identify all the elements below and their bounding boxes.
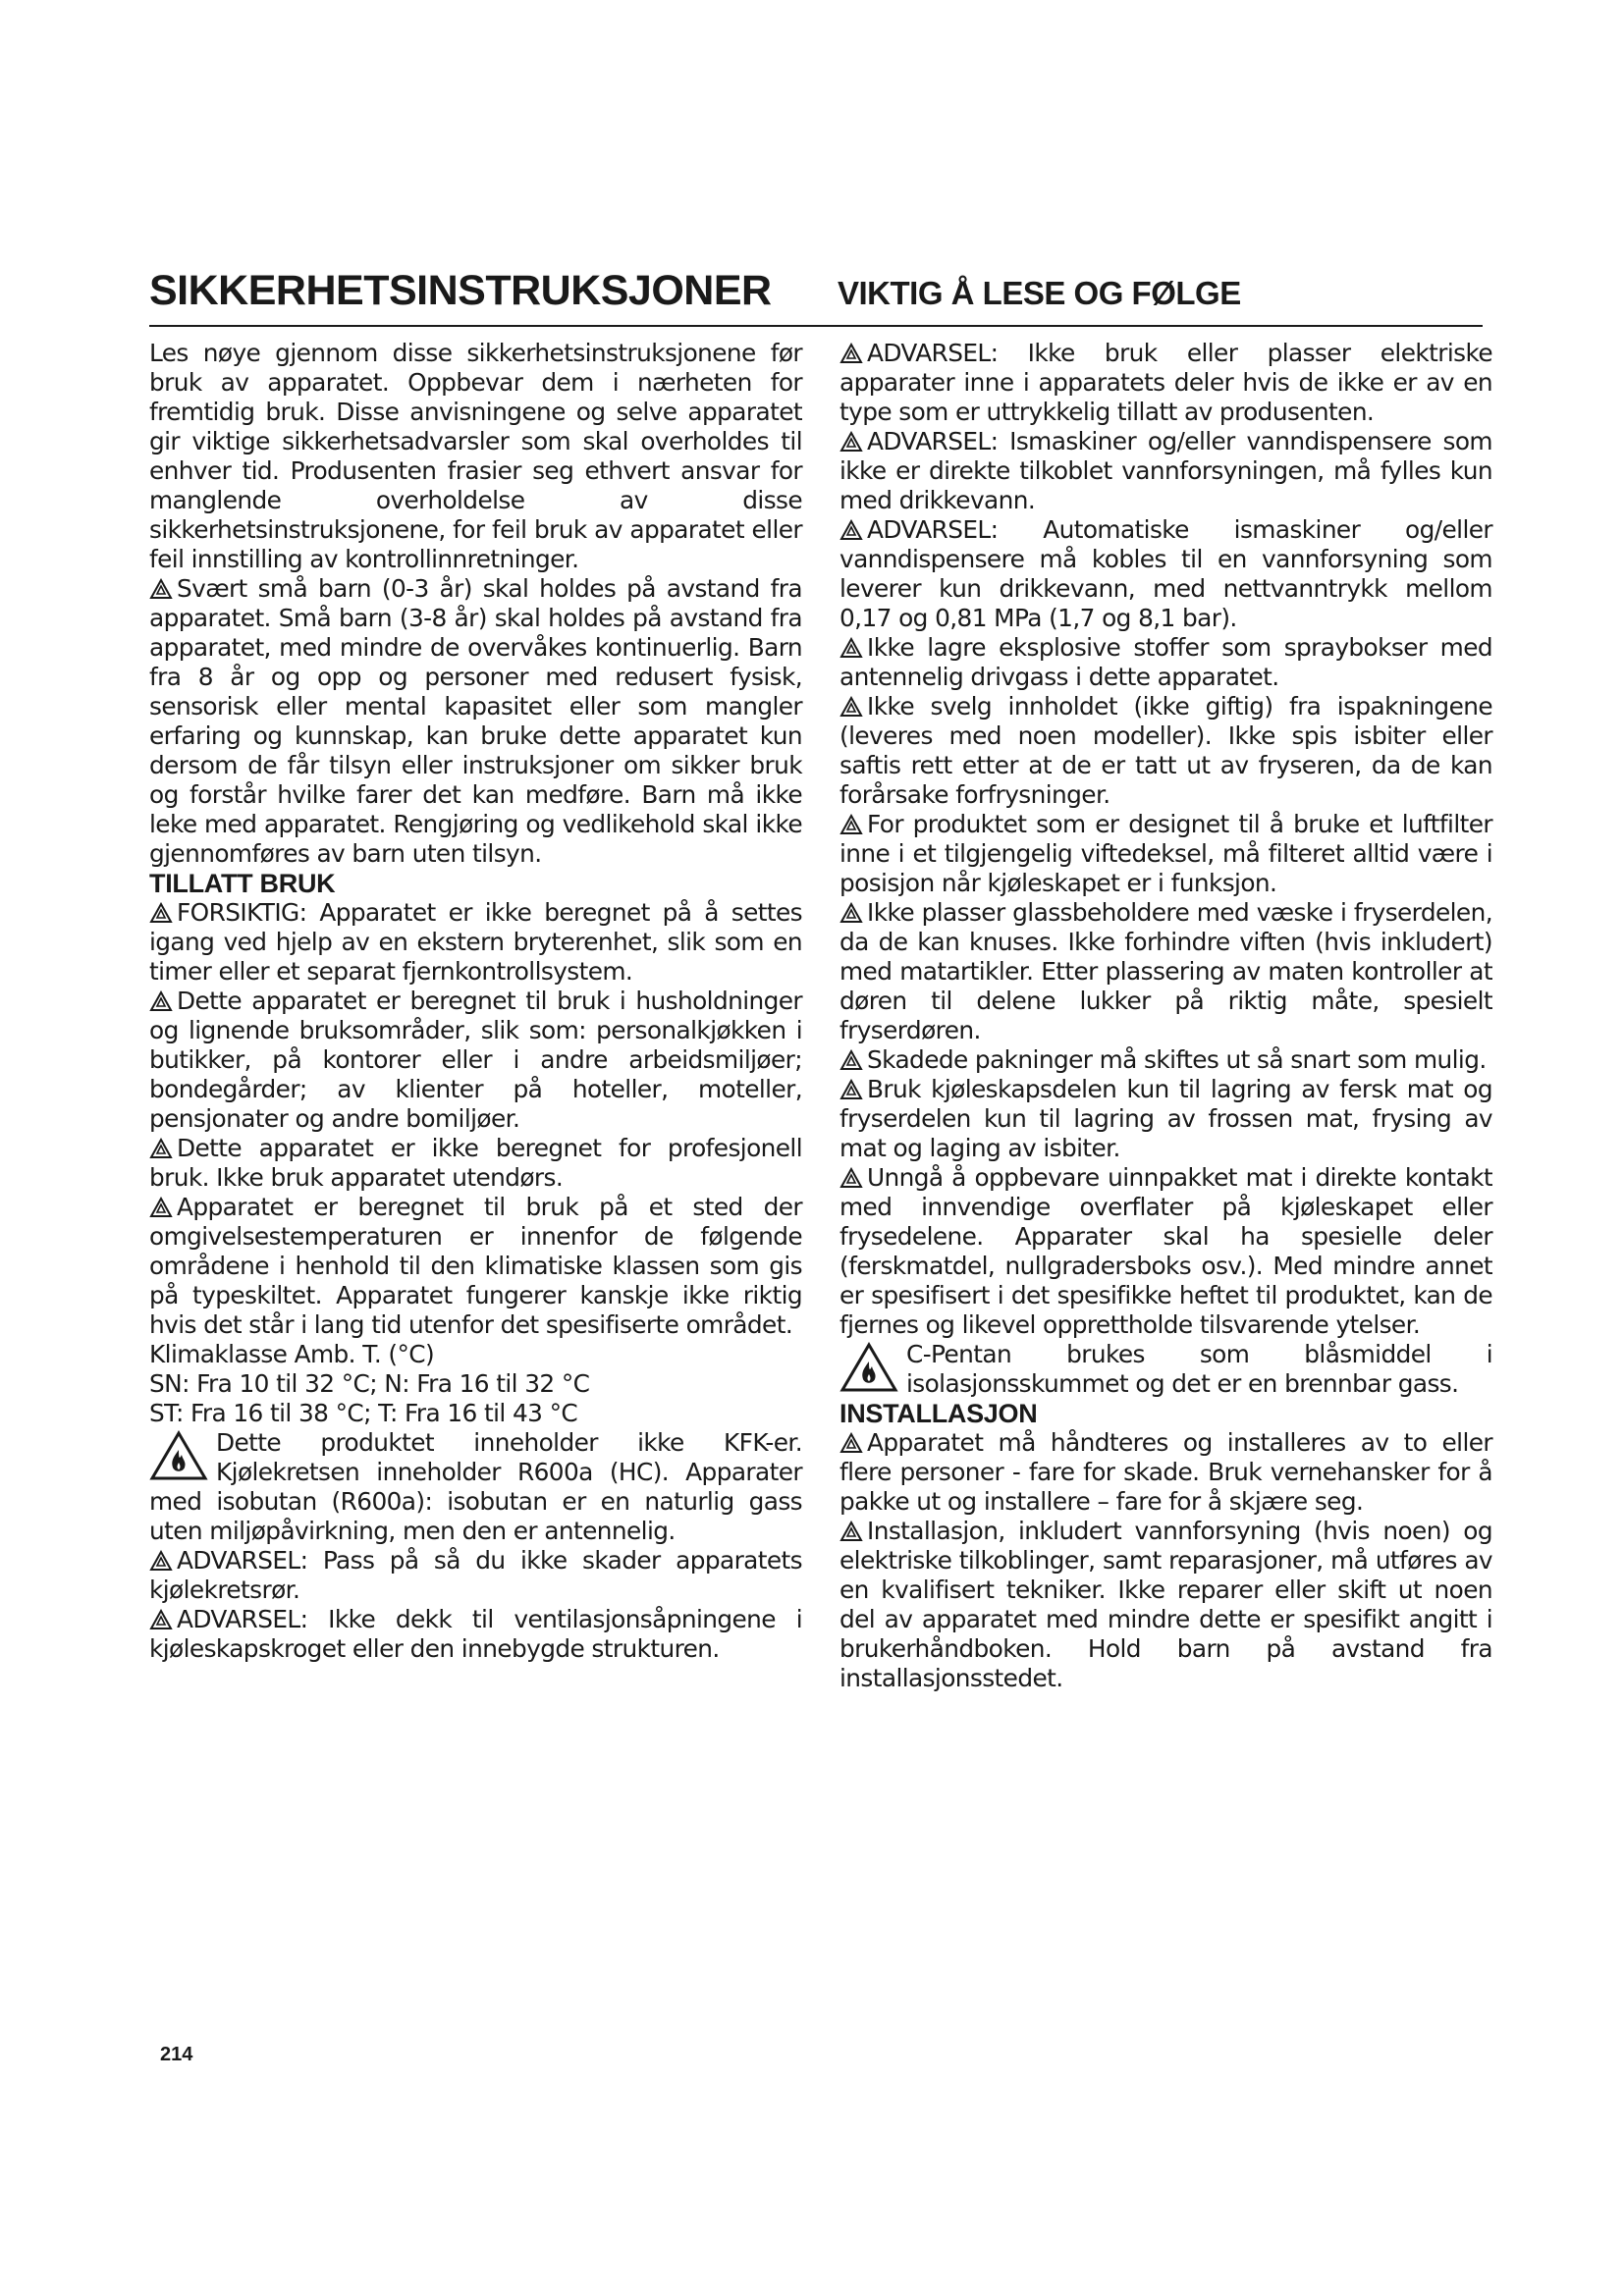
- climate-range-line: SN: Fra 10 til 32 °C; N: Fra 16 til 32 °C: [149, 1369, 590, 1398]
- install-handling: [839, 1428, 1492, 1517]
- warning-icon: [839, 814, 863, 835]
- climate-note: [149, 1193, 802, 1340]
- flammable-warning-icon: [149, 1430, 208, 1481]
- refrigerant-note: [149, 1428, 802, 1546]
- warning-vents: [149, 1605, 802, 1664]
- children-warning-text: Svært små barn (0-3 år) skal holdes på avstand fra apparatet. Små barn (3-8 år) skal holdes på avstand fra apparatet, med mindre de overvåkes kontinuerlig. Barn fra 8 år og opp og personer med redusert fysisk, sensorisk eller mental kapasitet eller som mangler erfaring og kunnskap, kan bruke dette apparatet kun dersom de får tilsyn eller instruksjoner om sikker bruk og forstår hvilke farer det kan medføre. Barn må ikke leke med apparatet. Rengjøring og vedlikehold skal ikke gjennomføres av barn uten tilsyn.: [149, 574, 802, 868]
- warning-vents-text: ADVARSEL: Ikke dekk til ventilasjonsåpningene i kjøleskapskroget eller den innebygde strukturen.: [149, 1605, 802, 1663]
- warning-auto-icemaker-text: ADVARSEL: Automatiske ismaskiner og/eller vanndispensere må kobles til en vannforsyning som leverer kun drikkevann, med nettvanntrykk mellom 0,17 og 0,81 MPa (1,7 og 8,1 bar).: [839, 515, 1492, 632]
- warning-icon: [149, 1197, 173, 1218]
- warning-icon: [149, 990, 173, 1012]
- warning-electric-text: ADVARSEL: Ikke bruk eller plasser elektriske apparater inne i apparatets deler hvis de ikke er av en type som er uttrykkelig tillatt av produsenten.: [839, 339, 1492, 426]
- explosives-warning: [839, 633, 1492, 692]
- warning-icon: [839, 1079, 863, 1100]
- warning-pipes: [149, 1546, 802, 1605]
- warning-icon: [149, 1138, 173, 1159]
- glass-containers-warning: [839, 898, 1492, 1045]
- unpacked-food-note: [839, 1163, 1492, 1340]
- intro-paragraph: Les nøye gjennom disse sikkerhetsinstruksjonene før bruk av apparatet. Oppbevar dem i nærheten for fremtidig bruk. Disse anvisningene og selve apparatet gir viktige sikkerhetsadvarsler som skal overholdes til enhver tid. Produsenten frasier seg ethvert ansvar for manglende overholdelse av disse sikkerhetsinstruksjonene, for feil bruk av apparatet eller feil innstilling av kontrollinnretninger.: [149, 339, 802, 573]
- warning-icon: [839, 343, 863, 364]
- cpentane-note-text: C-Pentan brukes som blåsmiddel i isolasjonsskummet og det er en brennbar gass.: [906, 1340, 1492, 1398]
- caution-timer-text: FORSIKTIG: Apparatet er ikke beregnet på å settes igang ved hjelp av en ekstern bryterenhet, slik som en timer eller et separat fjernkontrollsystem.: [149, 898, 802, 986]
- install-handling-text: Apparatet må håndteres og installeres av to eller flere personer - fare for skade. Bruk vernehansker for å pakke ut og installere – fare for å skjære seg.: [839, 1428, 1492, 1516]
- air-filter-note: [839, 810, 1492, 898]
- gaskets-warning: [839, 1045, 1492, 1075]
- warning-icon: [149, 1609, 173, 1630]
- warning-icon: [149, 578, 173, 600]
- refrigerant-note-text: Dette produktet inneholder ikke KFK-er. Kjølekretsen inneholder R600a (HC). Apparater med isobutan (R600a): isobutan er en naturlig gass uten miljøpåvirkning, men den er antennelig.: [149, 1428, 802, 1545]
- flammable-warning-icon: [839, 1342, 898, 1393]
- warning-icon: [839, 519, 863, 541]
- ice-packs-warning: [839, 692, 1492, 810]
- fridge-usage-note: [839, 1075, 1492, 1163]
- right-column: [839, 339, 1492, 1693]
- warning-icon: [839, 1049, 863, 1071]
- warning-icon: [839, 696, 863, 718]
- warning-auto-icemaker: [839, 515, 1492, 633]
- header-divider: [149, 325, 1483, 327]
- warning-icon: [149, 1550, 173, 1572]
- climate-range-line: ST: Fra 16 til 38 °C; T: Fra 16 til 43 °C: [149, 1399, 578, 1427]
- caution-timer: [149, 898, 802, 987]
- warning-icon: [839, 431, 863, 453]
- household-use: [149, 987, 802, 1134]
- allowed-use-heading: TILLATT BRUK: [149, 869, 336, 898]
- warning-icon: [149, 902, 173, 924]
- not-professional-text: Dette apparatet er ikke beregnet for profesjonell bruk. Ikke bruk apparatet utendørs.: [149, 1134, 802, 1192]
- warning-icon: [839, 1432, 863, 1454]
- install-qualified: [839, 1517, 1492, 1693]
- air-filter-note-text: For produktet som er designet til å bruke et luftfilter inne i et tilgjengelig viftedeksel, må filteret alltid være i posisjon når kjøleskapet er i funksjon.: [839, 810, 1492, 897]
- fridge-usage-note-text: Bruk kjøleskapsdelen kun til lagring av fersk mat og fryserdelen kun til lagring av frossen mat, frysing av mat og laging av isbiter.: [839, 1075, 1492, 1162]
- warning-electric: [839, 339, 1492, 427]
- ice-packs-warning-text: Ikke svelg innholdet (ikke giftig) fra ispakningene (leveres med noen modeller). Ikke spis isbiter eller saftis rett etter at de er tatt ut av fryseren, da de kan forårsake forfrysninger.: [839, 692, 1492, 809]
- explosives-warning-text: Ikke lagre eksplosive stoffer som spraybokser med antennelig drivgass i dette apparatet.: [839, 633, 1492, 691]
- warning-icon: [839, 1521, 863, 1542]
- installation-heading: INSTALLASJON: [839, 1399, 1038, 1428]
- climate-note-text: Apparatet er beregnet til bruk på et sted der omgivelsestemperaturen er innenfor de følgende områdene i henhold til den klimatiske klassen som gis på typeskiltet. Apparatet fungerer kanskje ikke riktig hvis det står i lang tid utenfor det spesifiserte området.: [149, 1193, 802, 1339]
- household-use-text: Dette apparatet er beregnet til bruk i husholdninger og lignende bruksområder, slik som: personalkjøkken i butikker, på kontorer eller i andre arbeidsmiljøer; bondegårder; av klienter på hoteller, moteller, pensjonater og andre bomiljøer.: [149, 987, 802, 1133]
- warning-icon: [839, 1167, 863, 1189]
- warning-icon: [839, 902, 863, 924]
- warning-icon: [839, 637, 863, 659]
- warning-pipes-text: ADVARSEL: Pass på så du ikke skader apparatets kjølekretsrør.: [149, 1546, 802, 1604]
- install-qualified-text: Installasjon, inkludert vannforsyning (hvis noen) og elektriske tilkoblinger, samt reparasjoner, må utføres av en kvalifisert tekniker. Ikke reparer eller skift ut noen del av apparatet med mindre dette er spesifikt angitt i brukerhåndboken. Hold barn på avstand fra installasjonsstedet.: [839, 1517, 1492, 1692]
- page-number: 214: [160, 2044, 193, 2065]
- glass-containers-warning-text: Ikke plasser glassbeholdere med væske i fryserdelen, da de kan knuses. Ikke forhindre viften (hvis inkludert) med matartikler. Etter plassering av maten kontroller at døren til delene lukker på riktig måte, spesielt fryserdøren.: [839, 898, 1492, 1044]
- climate-class-label: Klimaklasse Amb. T. (°C): [149, 1340, 435, 1368]
- unpacked-food-note-text: Unngå å oppbevare uinnpakket mat i direkte kontakt med innvendige overflater på kjøleskapet eller frysedelene. Apparater skal ha spesielle deler (ferskmatdel, nullgradersboks osv.). Med mindre annet er spesifisert i det spesifikke heftet til produktet, kan de fjernes og likevel opprettholde tilsvarende ytelser.: [839, 1163, 1492, 1339]
- gaskets-warning-text: Skadede pakninger må skiftes ut så snart som mulig.: [867, 1045, 1487, 1074]
- page-title: SIKKERHETSINSTRUKSJONER: [149, 267, 772, 314]
- warning-icemaker-water-text: ADVARSEL: Ismaskiner og/eller vanndispensere som ikke er direkte tilkoblet vannforsyningen, må fylles kun med drikkevann.: [839, 427, 1492, 514]
- cpentane-note: [839, 1340, 1492, 1399]
- warning-icemaker-water: [839, 427, 1492, 515]
- not-professional: [149, 1134, 802, 1193]
- children-warning: [149, 574, 802, 869]
- left-column: [149, 339, 802, 1664]
- page-subtitle: VIKTIG Å LESE OG FØLGE: [838, 275, 1241, 311]
